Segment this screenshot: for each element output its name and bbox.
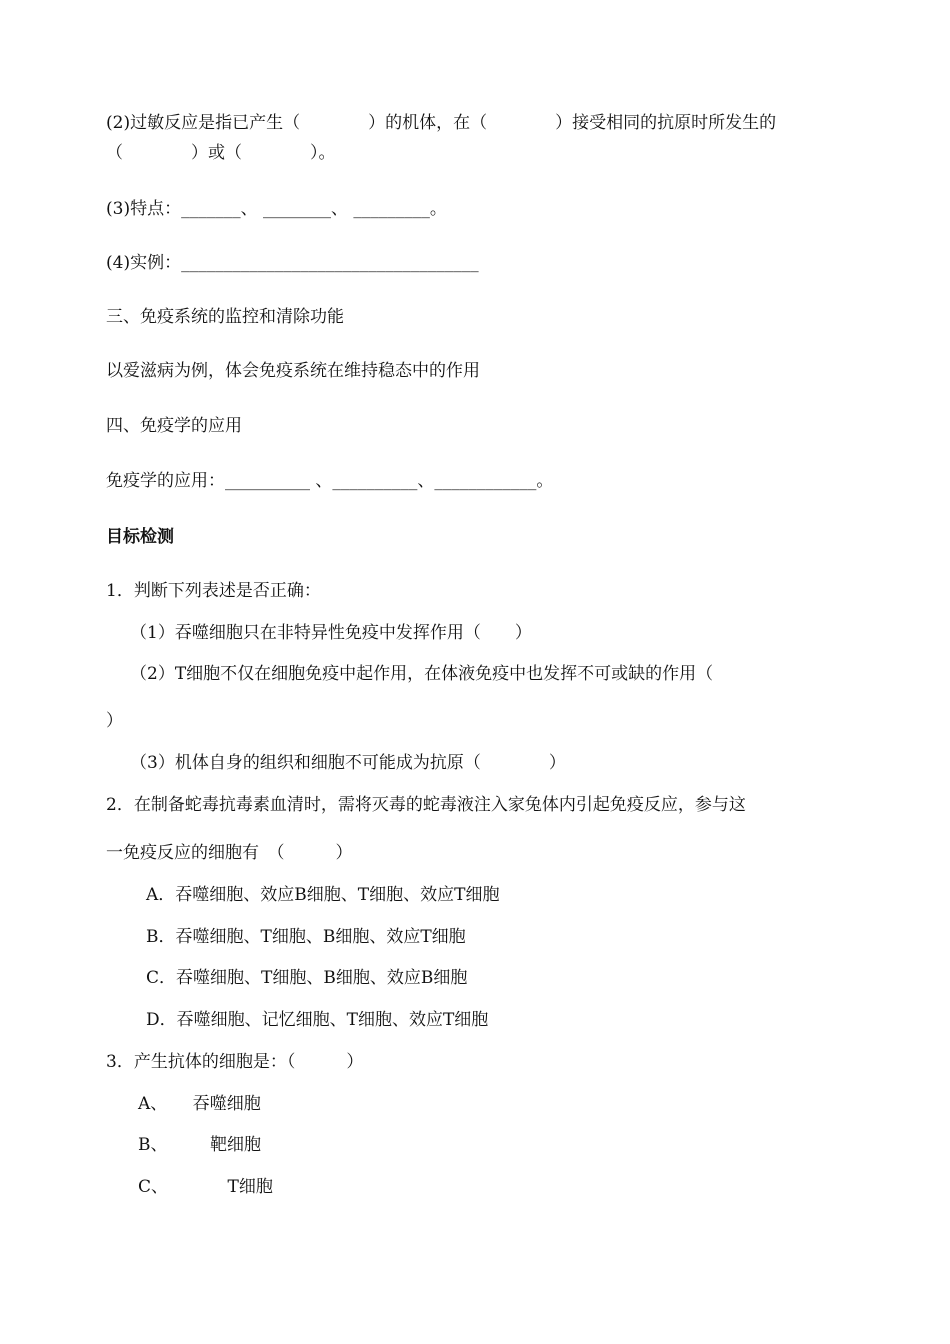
item4-examples: (4)实例：___________________________________ bbox=[106, 253, 479, 273]
section4-text: 免疫学的应用：__________ 、__________、____________。 bbox=[106, 471, 554, 491]
item2-line2: （ ）或（ ）。 bbox=[106, 143, 336, 163]
q1-statement-1: （1）吞噬细胞只在非特异性免疫中发挥作用（ ） bbox=[130, 623, 532, 643]
item3-features: (3)特点：_______、 ________、 _________。 bbox=[106, 199, 447, 219]
q3-option-a: A、 吞噬细胞 bbox=[138, 1094, 261, 1114]
q3-option-c: C、 T细胞 bbox=[138, 1177, 273, 1197]
q2-option-c: C．吞噬细胞、T细胞、B细胞、效应B细胞 bbox=[146, 968, 468, 988]
q1-statement-3: （3）机体自身的组织和细胞不可能成为抗原（ ） bbox=[130, 753, 566, 773]
section3-text: 以爱滋病为例，体会免疫系统在维持稳态中的作用 bbox=[106, 361, 480, 381]
q2-option-b: B．吞噬细胞、T细胞、B细胞、效应T细胞 bbox=[146, 927, 466, 947]
q2-stem-line1: 2．在制备蛇毒抗毒素血清时，需将灭毒的蛇毒液注入家兔体内引起免疫反应，参与这 bbox=[106, 795, 746, 815]
q3-stem: 3．产生抗体的细胞是：（ ） bbox=[106, 1052, 364, 1072]
q2-option-a: A．吞噬细胞、效应B细胞、T细胞、效应T细胞 bbox=[146, 885, 500, 905]
q1-statement-2-line1: （2）T细胞不仅在细胞免疫中起作用，在体液免疫中也发挥不可或缺的作用（ bbox=[130, 664, 714, 684]
q2-option-d: D．吞噬细胞、记忆细胞、T细胞、效应T细胞 bbox=[146, 1010, 489, 1030]
item2-line1: (2)过敏反应是指已产生（ ）的机体，在（ ）接受相同的抗原时所发生的 bbox=[106, 113, 777, 133]
q3-option-b: B、 靶细胞 bbox=[138, 1135, 261, 1155]
q1-stem: 1．判断下列表述是否正确： bbox=[106, 581, 321, 601]
q2-stem-line2: 一免疫反应的细胞有 （ ） bbox=[106, 843, 353, 863]
q1-statement-2-line2: ） bbox=[106, 711, 123, 731]
test-heading: 目标检测 bbox=[106, 527, 174, 547]
section3-heading: 三、免疫系统的监控和清除功能 bbox=[106, 307, 344, 327]
section4-heading: 四、免疫学的应用 bbox=[106, 416, 242, 436]
